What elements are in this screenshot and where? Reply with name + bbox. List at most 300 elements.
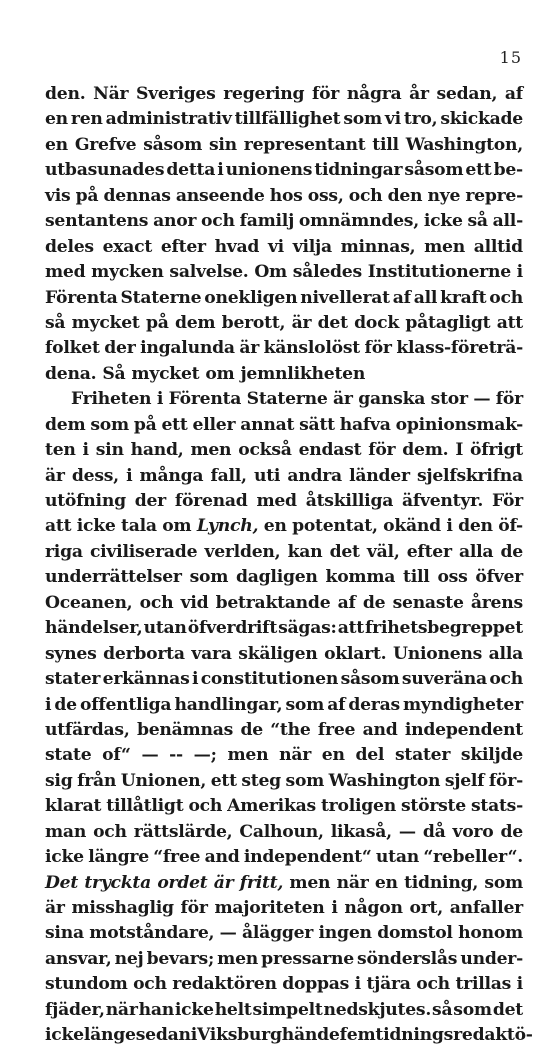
word: detta <box>166 160 216 181</box>
word: om <box>205 363 235 384</box>
text-line <box>45 362 523 387</box>
word: “the <box>270 719 311 740</box>
word: suveräna <box>401 669 487 690</box>
word: dennas <box>103 185 171 206</box>
word: många <box>139 465 204 486</box>
word: men <box>289 872 331 893</box>
word: dem <box>174 312 216 333</box>
text-line <box>45 871 523 896</box>
word: som <box>453 999 492 1020</box>
word: oklart. <box>324 643 387 664</box>
word: stor <box>430 389 468 410</box>
word: icke <box>45 1025 84 1046</box>
text-line <box>45 642 523 667</box>
word: motståndare, <box>89 923 215 944</box>
word: efter <box>160 236 206 257</box>
word: stater <box>394 745 451 766</box>
word: de <box>500 821 523 842</box>
word: tidningsredaktö- <box>375 1025 533 1046</box>
word: Det <box>45 872 79 893</box>
word: representant <box>243 134 366 155</box>
word: och <box>201 211 235 232</box>
word: för <box>180 898 208 918</box>
word: i <box>191 669 199 690</box>
word: sin <box>95 440 124 461</box>
word: sägas: <box>278 618 337 639</box>
word: så <box>45 312 66 333</box>
word: år <box>409 84 429 104</box>
word: är <box>291 312 312 333</box>
word: med <box>256 491 297 511</box>
word: senaste <box>392 592 464 613</box>
word: myndigheter <box>403 694 523 715</box>
word: Staterne <box>246 389 328 410</box>
word: som <box>189 567 229 588</box>
word: tro, <box>403 109 438 130</box>
word: men <box>227 745 269 766</box>
word: utan <box>143 618 187 639</box>
word: vi <box>267 236 284 257</box>
word: stats- <box>470 796 523 817</box>
word: hvad <box>214 236 260 257</box>
word: icke <box>423 211 463 232</box>
word: omnämndes, <box>298 211 419 232</box>
word: oss <box>437 567 468 588</box>
word: längre <box>88 847 149 868</box>
word: icke <box>76 516 116 537</box>
word: der <box>134 491 166 511</box>
word: and <box>204 847 240 868</box>
word: vara <box>191 643 232 664</box>
text-line <box>45 82 523 107</box>
word: misshaglig <box>71 898 174 918</box>
word: utan <box>375 847 419 868</box>
word: den. <box>45 84 86 104</box>
word: Förenta <box>168 389 242 410</box>
word: äfventyr. <box>401 491 484 511</box>
word: ansvar, <box>45 948 112 969</box>
word: således <box>292 262 362 283</box>
word: de <box>500 541 523 562</box>
text-line <box>45 184 523 209</box>
word: åtskilliga <box>305 491 394 511</box>
word: påtagligt <box>405 312 491 333</box>
word: och <box>188 796 223 817</box>
word: de <box>240 719 263 740</box>
word: dena. <box>45 363 97 384</box>
word: och <box>348 185 383 206</box>
text-line <box>45 489 523 514</box>
word: rättslärde, <box>133 821 233 842</box>
word: som <box>484 872 523 893</box>
word: när <box>105 999 138 1020</box>
text-line <box>45 311 523 336</box>
word: tillfällighet <box>234 109 341 130</box>
word: i <box>331 898 338 918</box>
word: är <box>333 389 353 410</box>
word: Friheten <box>71 389 152 410</box>
word: för- <box>488 770 523 791</box>
word: ingen <box>318 923 372 944</box>
word: ten <box>45 440 76 461</box>
word: af <box>327 694 346 715</box>
word: Lynch, <box>196 516 259 537</box>
word: länder <box>349 465 410 486</box>
word: derborta <box>103 643 185 664</box>
word: skiljde <box>460 745 523 766</box>
word: regering <box>223 84 305 104</box>
word: sedan, <box>436 84 498 104</box>
word: från <box>77 770 117 791</box>
word: man <box>45 821 87 842</box>
word: utbasunades <box>45 160 165 181</box>
text-line <box>45 209 523 234</box>
word: ordet <box>157 872 208 893</box>
word: såsom <box>143 134 203 155</box>
word: del <box>355 745 385 766</box>
word: potentat, <box>292 516 378 537</box>
text-line <box>45 794 523 819</box>
word: i <box>190 1025 198 1046</box>
word: känslolöst <box>263 338 360 359</box>
word: utöfning <box>45 491 126 511</box>
text-line <box>45 591 523 616</box>
word: minnas, <box>340 236 416 257</box>
word: exact <box>102 236 153 257</box>
word: vis <box>45 185 71 206</box>
word: fjäder, <box>45 999 105 1020</box>
word: all- <box>492 211 523 232</box>
word: den <box>458 516 493 537</box>
word: för <box>368 440 396 461</box>
word: sätt <box>299 414 335 435</box>
word: vid <box>180 592 209 613</box>
word: När <box>93 84 129 104</box>
word: of“ <box>102 745 131 766</box>
text-line <box>45 693 523 718</box>
word: vilja <box>292 236 332 257</box>
word: domstol <box>377 923 453 944</box>
page-number: 15 <box>499 48 522 67</box>
word: det <box>492 999 523 1020</box>
word: För <box>491 491 523 511</box>
word: dock <box>354 312 400 333</box>
word: nej <box>114 948 144 969</box>
word: likaså, <box>330 821 392 842</box>
word: Amerikas <box>227 796 316 817</box>
word: af <box>504 84 523 104</box>
word: en <box>45 109 68 130</box>
word: på <box>75 185 99 206</box>
text-line <box>45 286 523 311</box>
word: händelser, <box>45 618 143 639</box>
word: också <box>238 440 292 461</box>
word: steg <box>241 770 281 791</box>
word: som <box>285 770 325 791</box>
word: kraft <box>440 287 487 308</box>
word: dem. <box>402 440 449 461</box>
text-line <box>45 107 523 132</box>
word: skäligen <box>238 643 318 664</box>
word: independent <box>404 719 523 740</box>
word: när <box>336 872 369 893</box>
word: anfaller <box>449 898 523 918</box>
word: några <box>346 84 402 104</box>
word: som <box>285 694 325 715</box>
word: alla <box>458 541 494 562</box>
word: uti <box>253 465 281 486</box>
word: Unionens <box>392 643 483 664</box>
word: tidning, <box>404 872 479 893</box>
word: ett <box>210 770 237 791</box>
word: repre- <box>465 185 523 206</box>
text-line <box>45 896 523 921</box>
word: det <box>317 312 348 333</box>
word: de <box>54 694 77 715</box>
word: independent“ <box>243 847 372 868</box>
word: att <box>337 618 364 639</box>
text-line <box>45 667 523 692</box>
word: mycket <box>131 363 200 384</box>
word: sjelf <box>444 770 485 791</box>
word: en <box>45 134 68 155</box>
word: unionens <box>225 160 313 181</box>
word: de <box>362 592 386 613</box>
word: någon <box>344 898 403 918</box>
word: troligen <box>320 796 396 817</box>
word: Calhoun, <box>239 821 324 842</box>
word: klarat <box>45 796 102 817</box>
word: och <box>489 669 523 690</box>
word: när <box>279 745 312 766</box>
word: för <box>364 338 392 359</box>
word: i <box>354 974 361 995</box>
word: hand, <box>130 440 184 461</box>
word: så <box>467 211 488 232</box>
word: sin <box>208 134 237 155</box>
word: om <box>162 516 192 537</box>
word: Om <box>254 262 287 283</box>
word: -- <box>169 745 183 766</box>
word: offentliga <box>79 694 172 715</box>
word: en <box>321 745 345 766</box>
word: i <box>516 974 523 995</box>
word: han <box>138 999 174 1020</box>
word: Sveriges <box>135 84 216 104</box>
word: okänd <box>383 516 441 537</box>
word: oss, <box>307 185 344 206</box>
word: sentantens <box>45 211 149 232</box>
word: pressarne <box>261 948 354 969</box>
word: nivellerat <box>300 287 390 308</box>
word: ren <box>70 109 103 130</box>
word: klass-företrä- <box>396 338 523 359</box>
word: efter <box>406 541 452 562</box>
word: är <box>239 338 260 359</box>
word: eller <box>192 414 236 435</box>
word: för <box>311 84 340 104</box>
word: årens <box>470 592 523 613</box>
text-line <box>45 438 523 463</box>
word: sjelfskrifna <box>416 465 523 486</box>
text-line <box>45 769 523 794</box>
word: ort, <box>409 898 443 918</box>
word: bevars; <box>146 948 215 969</box>
word: längesedan <box>83 1025 191 1046</box>
word: i <box>446 516 453 537</box>
word: onekligen <box>204 287 298 308</box>
word: Unionen, <box>120 770 207 791</box>
word: ett <box>161 414 188 435</box>
word: berott, <box>221 312 286 333</box>
word: Washington, <box>405 134 523 155</box>
text-line <box>45 718 523 743</box>
text-line <box>45 336 523 361</box>
word: deras <box>348 694 400 715</box>
word: såsom <box>404 160 464 181</box>
word: riga <box>45 541 83 562</box>
word: öfver <box>475 567 523 588</box>
word: jemnlikheten <box>240 363 366 384</box>
word: betraktande <box>215 592 331 613</box>
word: som <box>90 414 129 435</box>
word: sina <box>45 923 84 944</box>
word: för <box>495 389 523 410</box>
word: be- <box>493 160 523 181</box>
word: skickade <box>440 109 523 130</box>
word: fritt, <box>239 872 284 893</box>
word: öfverdrift <box>187 618 278 639</box>
word: alla <box>488 643 523 664</box>
word: till <box>403 567 430 588</box>
word: som <box>343 109 382 130</box>
word: deles <box>45 236 94 257</box>
text-line <box>45 1023 533 1048</box>
word: mycken <box>91 262 164 283</box>
text-line <box>45 743 523 768</box>
word: handlingar, <box>174 694 283 715</box>
word: utfärdas, <box>45 719 130 740</box>
word: andra <box>287 465 342 486</box>
text-line <box>45 540 523 565</box>
word: är <box>213 872 234 893</box>
word: — <box>141 745 159 766</box>
word: af <box>392 287 411 308</box>
word: öf- <box>498 516 523 537</box>
text-line <box>45 921 523 946</box>
word: dem <box>45 414 86 435</box>
word: nye <box>427 185 461 206</box>
word: ganska <box>358 389 426 410</box>
word: en <box>374 872 398 893</box>
word: Viksburg <box>197 1025 282 1046</box>
word: att <box>45 516 72 537</box>
word: I <box>455 440 464 461</box>
word: opinionsmak- <box>395 414 523 435</box>
word: ingalunda <box>140 338 235 359</box>
word: erkännas <box>102 669 190 690</box>
word: — <box>398 821 416 842</box>
word: störste <box>401 796 466 817</box>
word: hafva <box>339 414 391 435</box>
word: verlden, <box>204 541 281 562</box>
word: doppas <box>282 974 350 995</box>
word: och <box>139 592 174 613</box>
word: och <box>133 974 167 995</box>
word: majoriteten <box>214 898 325 918</box>
word: hos <box>269 185 303 206</box>
word: simpelt <box>252 999 323 1020</box>
word: mycket <box>71 312 140 333</box>
text-line <box>45 387 523 412</box>
word: tidningar <box>314 160 403 181</box>
word: “rebeller“. <box>423 847 523 868</box>
body-text <box>45 82 533 1049</box>
word: redaktören <box>172 974 277 995</box>
word: der <box>104 338 136 359</box>
word: icke <box>45 847 84 868</box>
word: stundom <box>45 974 128 995</box>
word: state <box>45 745 92 766</box>
word: men <box>217 948 259 969</box>
word: constitutionen <box>200 669 339 690</box>
word: Förenta <box>45 287 118 308</box>
word: af <box>337 592 356 613</box>
word: alltid <box>473 236 523 257</box>
word: under- <box>460 948 523 969</box>
word: dagligen <box>236 567 318 588</box>
word: endast <box>298 440 362 461</box>
word: — <box>473 389 491 410</box>
word: kan <box>287 541 323 562</box>
text-line <box>45 464 523 489</box>
word: tjära <box>366 974 411 995</box>
text-line <box>45 514 523 539</box>
word: Så <box>102 363 126 384</box>
word: familj <box>239 211 295 232</box>
text-line <box>45 235 523 260</box>
word: tryckta <box>84 872 152 893</box>
text-line <box>45 616 523 641</box>
word: men <box>424 236 465 257</box>
word: väl, <box>366 541 400 562</box>
word: administrativ <box>105 109 232 130</box>
word: ett <box>465 160 492 181</box>
word: på <box>145 312 169 333</box>
word: and <box>362 719 398 740</box>
word: vi <box>384 109 401 130</box>
word: —; <box>193 745 217 766</box>
word: civiliserade <box>89 541 198 562</box>
word: då <box>422 821 446 842</box>
word: i <box>45 694 52 715</box>
word: icke <box>174 999 214 1020</box>
word: anor <box>153 211 197 232</box>
word: Grefve <box>74 134 137 155</box>
word: — <box>219 923 237 944</box>
word: salvelse. <box>169 262 249 283</box>
text-line <box>45 845 523 870</box>
word: och <box>416 974 450 995</box>
word: en <box>263 516 287 537</box>
word: Staterne <box>120 287 202 308</box>
word: folket <box>45 338 100 359</box>
word: Washington <box>328 770 441 791</box>
word: dess, <box>71 465 119 486</box>
word: sönderslås <box>357 948 458 969</box>
word: i <box>217 160 224 181</box>
word: ålägger <box>242 923 314 944</box>
